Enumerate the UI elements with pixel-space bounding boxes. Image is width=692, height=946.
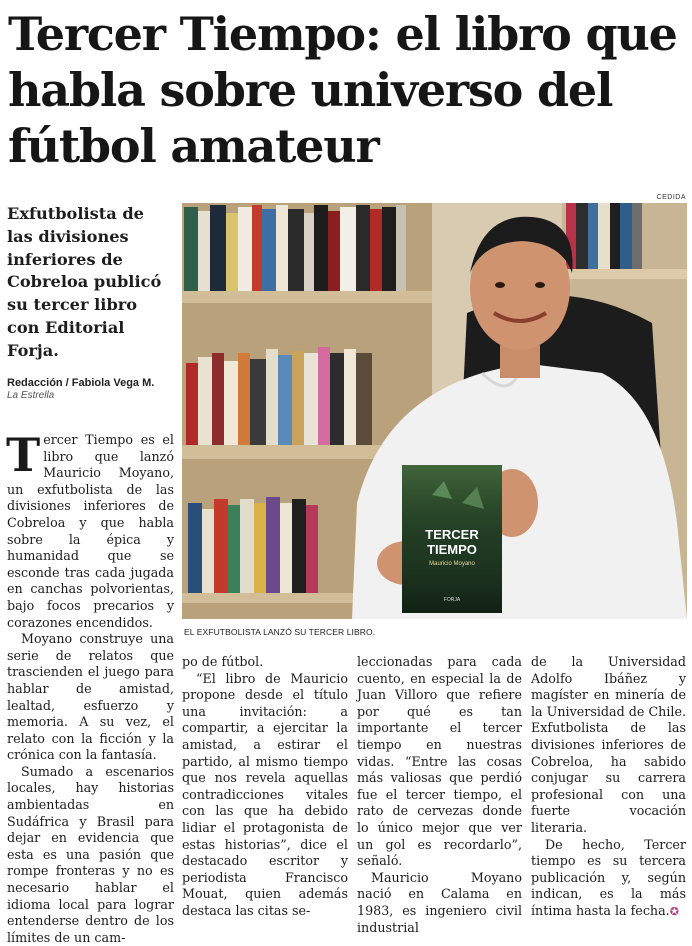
book-publisher: FORJA bbox=[443, 597, 461, 603]
byline bbox=[7, 377, 177, 401]
book-author: Mauricio Moyano bbox=[429, 561, 475, 567]
book-title-line1: TERCER bbox=[425, 527, 479, 542]
body-paragraph-3b: po de fútbol. bbox=[182, 654, 264, 669]
book-cover bbox=[402, 465, 502, 613]
body-paragraph-5a: Mauricio Moyano nació en Calama en 1983, es ingeniero civil industrial bbox=[357, 869, 522, 935]
body-paragraph-1 bbox=[6, 428, 174, 631]
book-title-line2: TIEMPO bbox=[427, 542, 477, 557]
body-paragraph-5b: de la Universidad Adolfo Ibáñez y magíster en minería de la Universidad de Chile. Exfutbolista de las divisiones inferiores de Cobreloa, ha sabido conjugar su carrera profesional con una fuerte vocación literaria. bbox=[531, 654, 686, 835]
article-photo bbox=[182, 203, 687, 619]
article-column-2 bbox=[182, 654, 348, 920]
body-paragraph-6-text: De hecho, Tercer tiempo es su tercera publicación y, según indican, es la más íntima hasta la fecha. bbox=[531, 836, 686, 918]
byline-author: Redacción / Fabiola Vega M. bbox=[7, 377, 155, 389]
body-paragraph-4a: “El libro de Mauricio propone desde el título una invitación: a compartir, a ejercitar la amistad, a estirar el partido, al mismo tiempo que nos revela aquellas contradicciones vitales con las que ha debido lidiar el protagonista de estas historias”, dice el destacado escritor y periodista Francisco Mouat, quien además destaca las citas se- bbox=[182, 670, 348, 918]
photo-illustration bbox=[182, 203, 687, 619]
body-paragraph-2: Moyano construye una serie de relatos que trascienden el juego para hablar de amistad, lealtad, esfuerzo y memoria. A su vez, el relato con la ficción y la crónica con la fantasía. bbox=[7, 631, 174, 763]
photo-credit: CEDIDA bbox=[656, 194, 686, 201]
article-column-4 bbox=[531, 654, 686, 921]
end-mark-icon: ✪ bbox=[669, 904, 679, 918]
dropcap: T bbox=[6, 428, 41, 482]
headline: Tercer Tiempo: el libro que habla sobre universo del fútbol amateur bbox=[8, 7, 677, 173]
article-column-3 bbox=[357, 654, 522, 936]
body-paragraph-4b: leccionadas para cada cuento, en especial la de Juan Villoro que refiere por qué es tan importante el tercer tiempo en nuestras vidas. “Entre las cosas más valiosas que perdió fue el tercer tiempo, el rato de cervezas donde lo único mejor que ver un gol es recordarlo”, señaló. bbox=[357, 654, 522, 869]
body-paragraph-3a: Sumado a escenarios locales, hay historias ambientadas en Sudáfrica y Brasil para dejar en evidencia que esta es una pasión que rompe fronteras y no es necesario hablar el idioma local para lograr entenderse dentro de los límites de un cam- bbox=[7, 763, 174, 945]
article-column-1 bbox=[6, 428, 174, 946]
body-paragraph-1-text: ercer Tiempo es el libro que lanzó Mauricio Moyano, un exfutbolista de las divisiones inferiores de Cobreloa y que habla sobre la épica y humanidad que se esconde tras cada jugada en canchas polvorientas, bajo focos precarios y corazones encendidos. bbox=[7, 432, 174, 630]
photo-caption: EL EXFUTBOLISTA LANZÓ SU TERCER LIBRO. bbox=[184, 627, 376, 637]
lede: Exfutbolista de las divisiones inferiores de Cobreloa publicó su tercer libro con Editorial Forja. bbox=[7, 204, 162, 360]
body-paragraph-6 bbox=[531, 837, 686, 921]
byline-outlet: La Estrella bbox=[7, 390, 55, 401]
